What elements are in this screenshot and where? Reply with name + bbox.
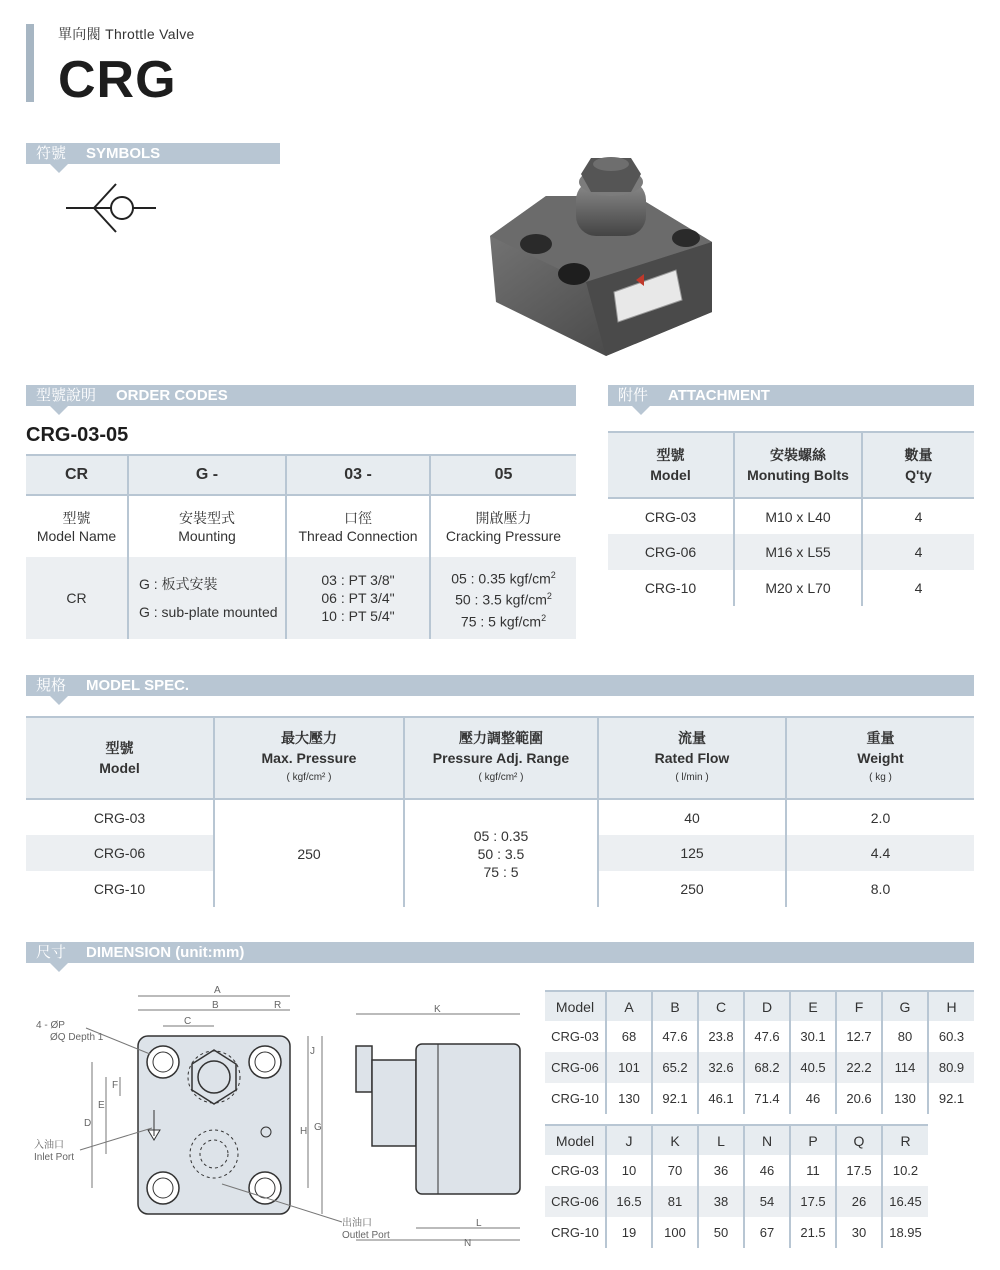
- spec-header-adj-range: 壓力調整範圍 Pressure Adj. Range ( kgf/cm² ): [404, 717, 598, 799]
- table-row: CRG-10 19 100 50 67 21.5 30 18.95: [545, 1217, 928, 1248]
- section-attachment: 附件 ATTACHMENT: [608, 385, 974, 406]
- value-pressure: 05 : 0.35 kgf/$cm^2$ 50 : 3.5 kgf/$cm^2$ 75 : 5 kgf/$cm^2$: [430, 557, 576, 639]
- svg-text:入油口: 入油口: [34, 1140, 64, 1151]
- svg-text:E: E: [98, 1100, 105, 1111]
- svg-text:J: J: [310, 1046, 315, 1057]
- table-row: CRG-03 10 70 36 46 11 17.5 10.2: [545, 1155, 928, 1186]
- svg-text:A: A: [214, 985, 221, 996]
- table-row: CRG-10 130 92.1 46.1 71.4 46 20.6 130 92.1: [545, 1083, 974, 1114]
- table-row: CRG-03 M10 x L40 4: [608, 498, 974, 534]
- svg-text:N: N: [464, 1238, 472, 1249]
- code-pressure: 05: [430, 455, 576, 495]
- svg-text:R: R: [274, 1000, 282, 1011]
- svg-text:Inlet Port: Inlet Port: [34, 1152, 75, 1163]
- order-codes-table: [26, 454, 576, 639]
- dimension-table-2: Model J K L N P Q R CRG-03 10 70 36 46 11 17.5 10.2 CRG-06 16.5 81 38 54 17.5 26 16.45 CRG-10 19 100 50 67 21.5 30 18.95: [545, 1124, 928, 1248]
- svg-text:D: D: [84, 1118, 92, 1129]
- svg-text:C: C: [184, 1016, 192, 1027]
- header-accent-bar: [26, 24, 34, 102]
- label-mounting: 安裝型式 Mounting: [128, 495, 286, 557]
- svg-text:Outlet Port: Outlet Port: [342, 1230, 390, 1241]
- spec-header-weight: 重量 Weight ( kg ): [786, 717, 974, 799]
- svg-text:L: L: [476, 1218, 482, 1229]
- value-mounting: G : 板式安裝 G : sub-plate mounted: [128, 557, 286, 639]
- code-mounting: G -: [128, 455, 286, 495]
- section-model-spec: 規格 MODEL SPEC.: [26, 675, 974, 696]
- attachment-header-model: 型號 Model: [608, 432, 734, 498]
- dimension-table-1: Model A B C D E F G H CRG-03 68 47.6 23.8 47.6 30.1 12.7 80 60.3 CRG-06 101 65.2 32.6 68.2 40.5 22.2 114 80.9 CRG-10 130 92.1 46.1 71.4 46 20.6 130 92.1: [545, 990, 974, 1114]
- table-row: CRG-06 M16 x L55 4: [608, 534, 974, 570]
- label-thread: 口徑 Thread Connection: [286, 495, 430, 557]
- check-valve-symbol-icon: [66, 180, 158, 236]
- section-order-codes: 型號說明 ORDER CODES: [26, 385, 576, 406]
- value-thread: 03 : PT 3/8" 06 : PT 3/4" 10 : PT 5/4": [286, 557, 430, 639]
- table-row: CRG-03 250 05 : 0.35 50 : 3.5 75 : 5 40 2.0: [26, 799, 974, 835]
- svg-text:F: F: [112, 1080, 119, 1091]
- svg-text:ØQ Depth 1: ØQ Depth 1: [50, 1032, 104, 1043]
- svg-text:出油口: 出油口: [342, 1218, 372, 1229]
- dimension-drawing: [26, 984, 531, 1250]
- value-model: CR: [26, 557, 128, 639]
- attachment-header-bolts: 安裝螺絲 Monuting Bolts: [734, 432, 862, 498]
- table-row: CRG-10 250 8.0: [26, 871, 974, 907]
- svg-text:G: G: [314, 1122, 322, 1133]
- spec-header-max-pressure: 最大壓力 Max. Pressure ( kgf/cm² ): [214, 717, 404, 799]
- svg-text:K: K: [434, 1004, 441, 1015]
- attachment-header-qty: 數量 Q'ty: [862, 432, 974, 498]
- spec-header-model: 型號 Model: [26, 717, 214, 799]
- spec-adj-range: 05 : 0.35 50 : 3.5 75 : 5: [404, 799, 598, 907]
- svg-text:4 - ØP: 4 - ØP: [36, 1020, 65, 1031]
- table-row: CRG-06 125 4.4: [26, 835, 974, 871]
- section-dimension: 尺寸 DIMENSION (unit:mm): [26, 942, 974, 963]
- attachment-table: [608, 431, 974, 606]
- table-row: CRG-03 68 47.6 23.8 47.6 30.1 12.7 80 60.3: [545, 1021, 974, 1052]
- table-row: CRG-10 M20 x L70 4: [608, 570, 974, 606]
- model-spec-table: [26, 716, 974, 907]
- product-subtitle: 單向閥 Throttle Valve: [58, 26, 195, 42]
- table-row: CRG-06 16.5 81 38 54 17.5 26 16.45: [545, 1186, 928, 1217]
- label-model-name: 型號 Model Name: [26, 495, 128, 557]
- svg-text:B: B: [212, 1000, 219, 1011]
- code-thread: 03 -: [286, 455, 430, 495]
- page-title: CRG: [58, 51, 177, 109]
- section-symbols: 符號 SYMBOLS: [26, 143, 280, 164]
- product-photo: [486, 152, 726, 362]
- svg-text:H: H: [300, 1126, 308, 1137]
- code-model: CR: [26, 455, 128, 495]
- order-code-example: CRG-03-05: [26, 424, 129, 446]
- label-pressure: 開啟壓力 Cracking Pressure: [430, 495, 576, 557]
- table-row: CRG-06 101 65.2 32.6 68.2 40.5 22.2 114 80.9: [545, 1052, 974, 1083]
- spec-header-flow: 流量 Rated Flow ( l/min ): [598, 717, 786, 799]
